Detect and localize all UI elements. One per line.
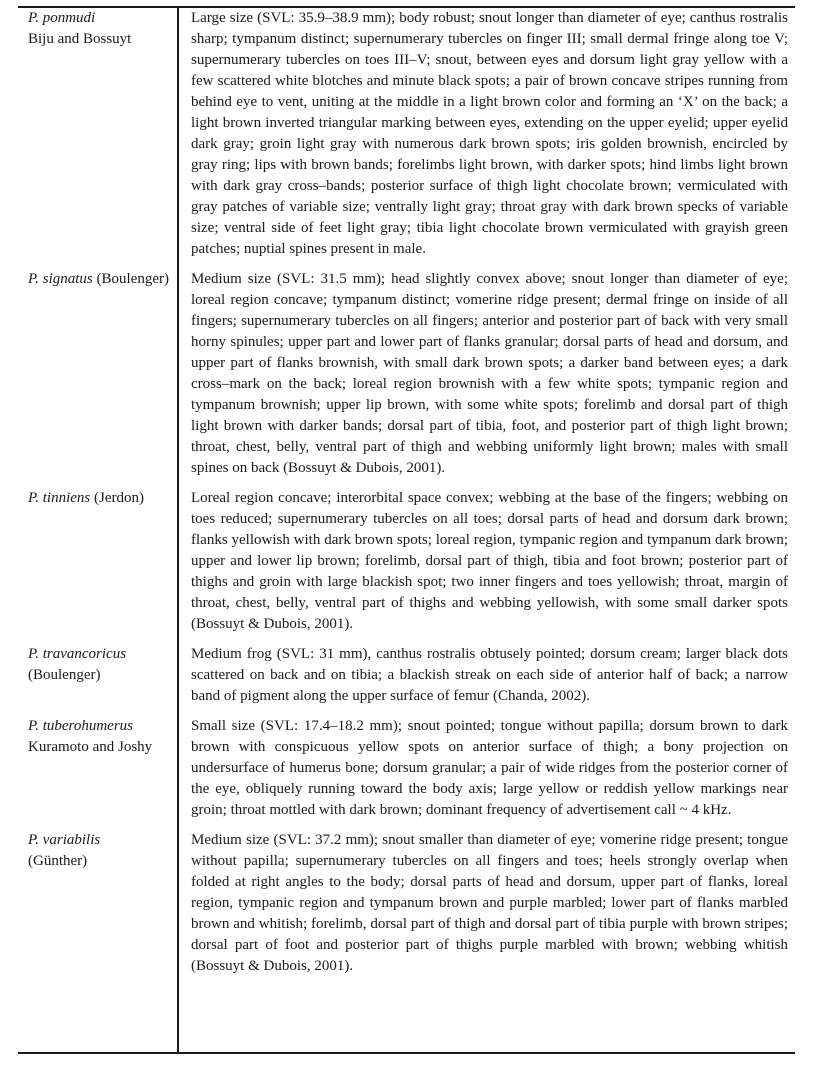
species-name-cell [18,269,177,479]
column-divider [177,8,179,1052]
table-row-tinniens [18,488,795,635]
species-name-cell [18,8,177,260]
species-description: Medium size (SVL: 37.2 mm); snout smaller than diameter of eye; vomerine ridge present; tongue without papilla; supernumerary tubercles on all fingers and toes; heels strongly overlap when folded at right angles to the body; dorsal parts of head and dorsum, upper part of flanks, loreal region, tympanic region and tympanum brown and purple marbled; lower part of flanks marbled brown and whitish; forelimb, dorsal part of thigh and dorsal part of tibia purple with brown stripes; dorsal part of foot and posterior part of thighs purple marbled with brown; webbing whitish (Bossuyt & Dubois, 2001). [191,832,788,974]
species-authority: (Günther) [28,853,88,869]
species-name: P. travancoricus [28,646,127,662]
species-authority: Kuramoto and Joshy [28,739,153,755]
species-authority: (Boulenger) [28,667,101,683]
species-authority: Biju and Bossuyt [28,31,132,47]
species-name-cell [18,830,177,977]
table-row-ponmudi [18,8,795,260]
species-name-cell [18,716,177,821]
table-row-variabilis [18,830,795,977]
species-name: P. signatus [28,271,93,287]
table-row-signatus [18,269,795,479]
species-description: Medium frog (SVL: 31 mm), canthus rostralis obtusely pointed; dorsum cream; larger black dots scattered on back and on tibia; a blackish streak on each side of anterior half of back; a narrow band of pigment along the upper surface of femur (Chanda, 2002). [191,646,788,704]
species-authority: (Jerdon) [93,490,144,506]
species-description-table [18,6,795,1054]
species-name: P. tuberohumerus [28,718,133,734]
species-description: Large size (SVL: 35.9–38.9 mm); body robust; snout longer than diameter of eye; canthus rostralis sharp; tympanum distinct; supernumerary tubercles on finger III; small dermal fringe along toe V; supernumerary tubercles on toes III–V; snout, between eyes and dorsum light gray yellow with a few scattered white blotches and minute black spots; a pair of brown concave stripes running from behind eye to vent, uniting at the middle in a light brown color and forming an ‘X’ on the back; a light brown inverted triangular marking between eyes, extending on the upper eyelid; upper eyelid dark gray; groin light gray with numerous dark brown spots; iris golden brownish, encircled by gray ring; lips with brown bands; forelimbs light brown, with darker spots; hind limbs light brown with dark gray cross–bands; posterior surface of thigh light chocolate brown; vermiculated with gray patches of variable size; ventrally light gray; throat gray with dark brown specks of variable size; ventral side of feet light gray; tibia light chocolate brown vermiculated with grayish green patches; nuptial spines present in male. [191,10,788,257]
species-name: P. variabilis [28,832,101,848]
species-authority: (Boulenger) [96,271,169,287]
species-name: P. tinniens [28,490,91,506]
species-description: Medium size (SVL: 31.5 mm); head slightly convex above; snout longer than diameter of eye; loreal region concave; tympanum distinct; vomerine ridge present; dermal fringe on inside of all fingers; supernumerary tubercles on all fingers; anterior and posterior part of back with very small horny spinules; upper part and lower part of flanks granular; dorsal parts of head and dorsum, and upper part of flanks brownish, with small dark brown spots; a darker band between eyes; a dark cross–mark on the back; loreal region brownish with a few white spots; tympanic region and tympanum brownish; upper lip brown, with some white spots; forelimb and dorsal part of thigh light brown with darker bands; dorsal part of tibia, foot, and posterior part of thigh light brown; throat, chest, belly, ventral part of thigh and webbing uniformly light brown; males with small spines on back (Bossuyt & Dubois, 2001). [191,271,788,476]
species-name-cell [18,488,177,635]
table-row-tuberohumerus [18,716,795,821]
species-description: Small size (SVL: 17.4–18.2 mm); snout pointed; tongue without papilla; dorsum brown to dark brown with conspicuous yellow spots on anterior surface of thigh; a bony projection on undersurface of humerus bone; dorsum granular; a pair of wide ridges from the posterior corner of the eye, obliquely running toward the body axis; large yellow or reddish yellow markings near groin; throat mottled with dark brown; dominant frequency of advertisement call ~ 4 kHz. [191,718,788,818]
table-row-travancoricus [18,644,795,707]
species-name-cell [18,644,177,707]
species-name: P. ponmudi [28,10,96,26]
species-description: Loreal region concave; interorbital space convex; webbing at the base of the fingers; webbing on toes reduced; supernumerary tubercles on all toes; dorsal parts of head and dorsum dark brown; flanks yellowish with dark brown spots; loreal region, tympanic region and tympanum dark brown; upper and lower lip brown; forelimb, dorsal part of thigh, tibia and foot brown; posterior part of thighs and groin with large blackish spot; two inner fingers and toes yellowish; throat, margin of throat, chest, belly, ventral part of thighs and webbing yellowish, with some small darker spots (Bossuyt & Dubois, 2001). [191,490,788,632]
